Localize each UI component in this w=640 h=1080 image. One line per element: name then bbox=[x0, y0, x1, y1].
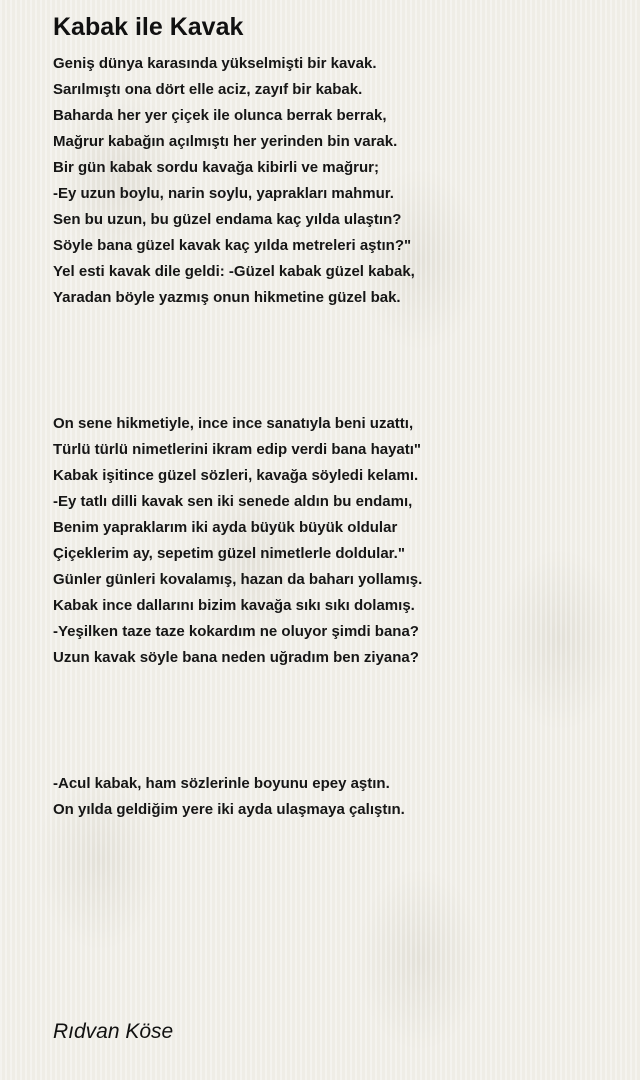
poem-title: Kabak ile Kavak bbox=[53, 13, 244, 41]
poem-line: Mağrur kabağın açılmıştı her yerinden bin varak. bbox=[53, 133, 398, 150]
poem-line: Geniş dünya karasında yükselmişti bir kavak. bbox=[53, 55, 377, 72]
poem-line: Baharda her yer çiçek ile olunca berrak berrak, bbox=[53, 107, 387, 124]
poem-line: Türlü türlü nimetlerini ikram edip verdi bana hayatı" bbox=[53, 441, 422, 458]
poem-line: Kabak ince dallarını bizim kavağa sıkı sıkı dolamış. bbox=[53, 597, 415, 614]
poem-line: -Ey uzun boylu, narin soylu, yaprakları mahmur. bbox=[53, 185, 394, 202]
poem-line: Bir gün kabak sordu kavağa kibirli ve mağrur; bbox=[53, 159, 379, 176]
poem-line: Uzun kavak söyle bana neden uğradım ben ziyana? bbox=[53, 649, 419, 666]
poem-line: Yel esti kavak dile geldi: -Güzel kabak güzel kabak, bbox=[53, 263, 415, 280]
poem-line: Çiçeklerim ay, sepetim güzel nimetlerle doldular." bbox=[53, 545, 405, 562]
poem-line: Yaradan böyle yazmış onun hikmetine güzel bak. bbox=[53, 289, 401, 306]
poem-line: -Ey tatlı dilli kavak sen iki senede aldın bu endamı, bbox=[53, 493, 413, 510]
stanza-2 bbox=[53, 411, 422, 671]
poem-line: Kabak işitince güzel sözleri, kavağa söyledi kelamı. bbox=[53, 467, 419, 484]
poem-line: Söyle bana güzel kavak kaç yılda metreleri aştın?" bbox=[53, 237, 412, 254]
poem-line: Günler günleri kovalamış, hazan da baharı yollamış. bbox=[53, 571, 423, 588]
poem-line: Sen bu uzun, bu güzel endama kaç yılda ulaştın? bbox=[53, 211, 402, 228]
poem-line: On sene hikmetiyle, ince ince sanatıyla beni uzattı, bbox=[53, 415, 414, 432]
poem-line: -Yeşilken taze taze kokardım ne oluyor şimdi bana? bbox=[53, 623, 419, 640]
stanza-1 bbox=[53, 51, 415, 311]
stanza-3 bbox=[53, 771, 405, 823]
poem-author: Rıdvan Köse bbox=[53, 1020, 174, 1043]
poem-line: -Acul kabak, ham sözlerinle boyunu epey aştın. bbox=[53, 775, 390, 792]
poem-line: Benim yapraklarım iki ayda büyük büyük oldular bbox=[53, 519, 398, 536]
poem-line: On yılda geldiğim yere iki ayda ulaşmaya çalıştın. bbox=[53, 801, 405, 818]
poem-line: Sarılmıştı ona dört elle aciz, zayıf bir kabak. bbox=[53, 81, 363, 98]
